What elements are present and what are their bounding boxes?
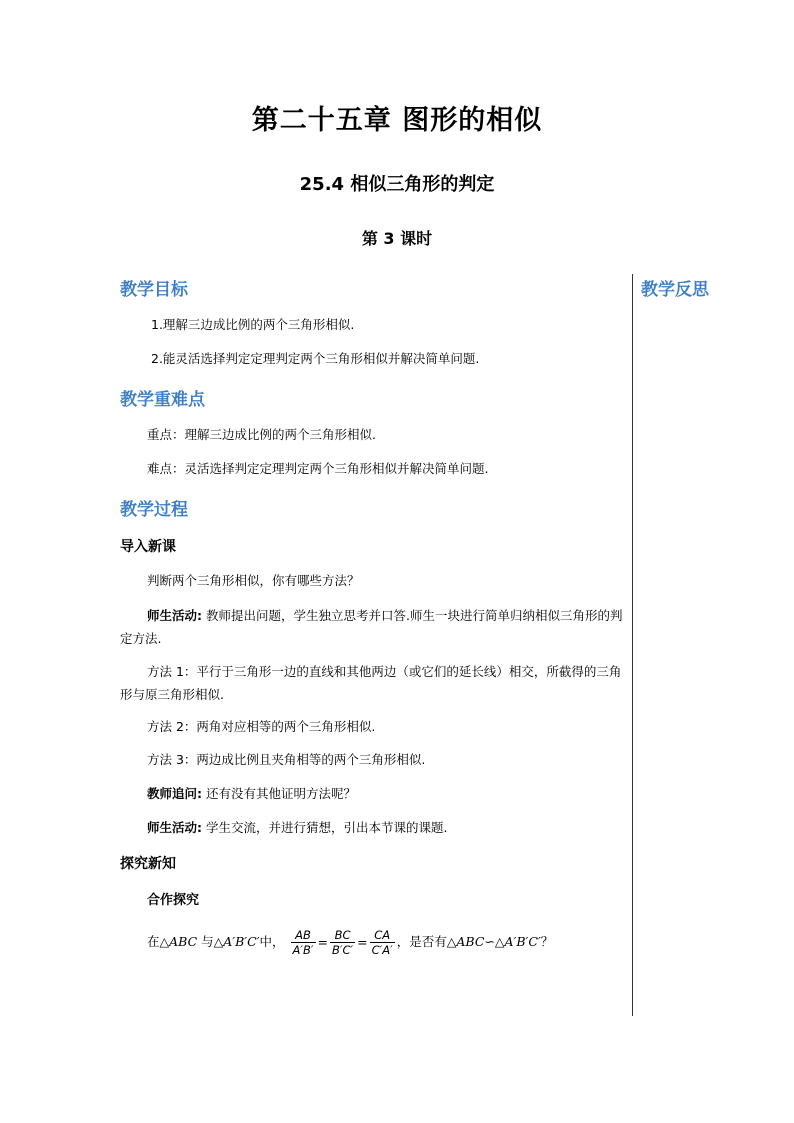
explore-subheading: 合作探究	[147, 893, 200, 908]
q-mid: 中，	[259, 934, 285, 949]
q-tail: ，是否有△	[396, 934, 457, 949]
teacher-question-label: 教师追问:	[147, 786, 202, 801]
ratio-ca-num: CA	[370, 928, 395, 943]
triangle-abc: ABC	[169, 934, 198, 949]
activity-1	[120, 604, 626, 650]
q-and: 与△	[197, 934, 224, 949]
ratio-ab-den: A′B′	[292, 943, 314, 957]
activity-2-text: 学生交流，并进行猜想，引出本节课的课题.	[202, 820, 448, 835]
q-prefix: 在△	[147, 934, 170, 949]
equals-1: =	[317, 934, 328, 950]
ratio-ca-den: C′A′	[371, 943, 393, 957]
triangle-abc-2: ABC	[456, 934, 485, 949]
chapter-title: 第二十五章 图形的相似	[251, 105, 543, 136]
activity-2	[120, 816, 626, 839]
ratio-ab-num: AB	[291, 928, 316, 943]
ratio-bc-den: B′C′	[332, 943, 354, 957]
ratio-bc	[330, 928, 355, 957]
activity-1-label: 师生活动:	[147, 608, 202, 623]
explore-heading: 探究新知	[120, 856, 176, 872]
equals-2: =	[357, 934, 368, 950]
activity-1-text: 教师提出问题，学生独立思考并口答.师生一块进行简单归纳相似三角形的判定方法.	[120, 608, 623, 646]
similar-symbol: ∽△	[484, 934, 505, 949]
teacher-question-text: 还有没有其他证明方法呢？	[202, 786, 356, 801]
key-points-heading: 教学重难点	[120, 390, 205, 410]
key-point-focus: 重点：理解三边成比例的两个三角形相似.	[147, 427, 376, 442]
teacher-question	[120, 782, 626, 805]
ratio-ca	[370, 928, 395, 957]
process-heading: 教学过程	[120, 500, 188, 520]
method-1: 方法 1：平行于三角形一边的直线和其他两边（或它们的延长线）相交，所截得的三角形与原三角形相似.	[120, 664, 622, 702]
triangle-abc-prime: A′B′C′	[223, 934, 260, 949]
q-end: ？	[540, 934, 554, 949]
section-title: 25.4 相似三角形的判定	[299, 174, 495, 195]
column-divider	[632, 274, 633, 1016]
intro-question: 判断两个三角形相似，你有哪些方法？	[147, 573, 360, 588]
ratio-bc-num: BC	[330, 928, 355, 943]
objective-item-1: 1.理解三边成比例的两个三角形相似.	[151, 317, 355, 332]
intro-heading: 导入新课	[120, 539, 176, 555]
objective-item-2: 2.能灵活选择判定定理判定两个三角形相似并解决简单问题.	[151, 351, 480, 366]
key-point-difficulty: 难点：灵活选择判定定理判定两个三角形相似并解决简单问题.	[147, 461, 489, 476]
reflection-heading: 教学反思	[641, 280, 709, 300]
activity-2-label: 师生活动:	[147, 820, 202, 835]
method-2: 方法 2：两角对应相等的两个三角形相似.	[147, 719, 376, 734]
objectives-heading: 教学目标	[120, 280, 188, 300]
explore-question	[147, 922, 653, 963]
ratio-ab	[291, 928, 316, 957]
triangle-abc-prime-2: A′B′C′	[504, 934, 541, 949]
method-3: 方法 3：两边成比例且夹角相等的两个三角形相似.	[147, 752, 426, 767]
lesson-title: 第 3 课时	[361, 229, 433, 248]
